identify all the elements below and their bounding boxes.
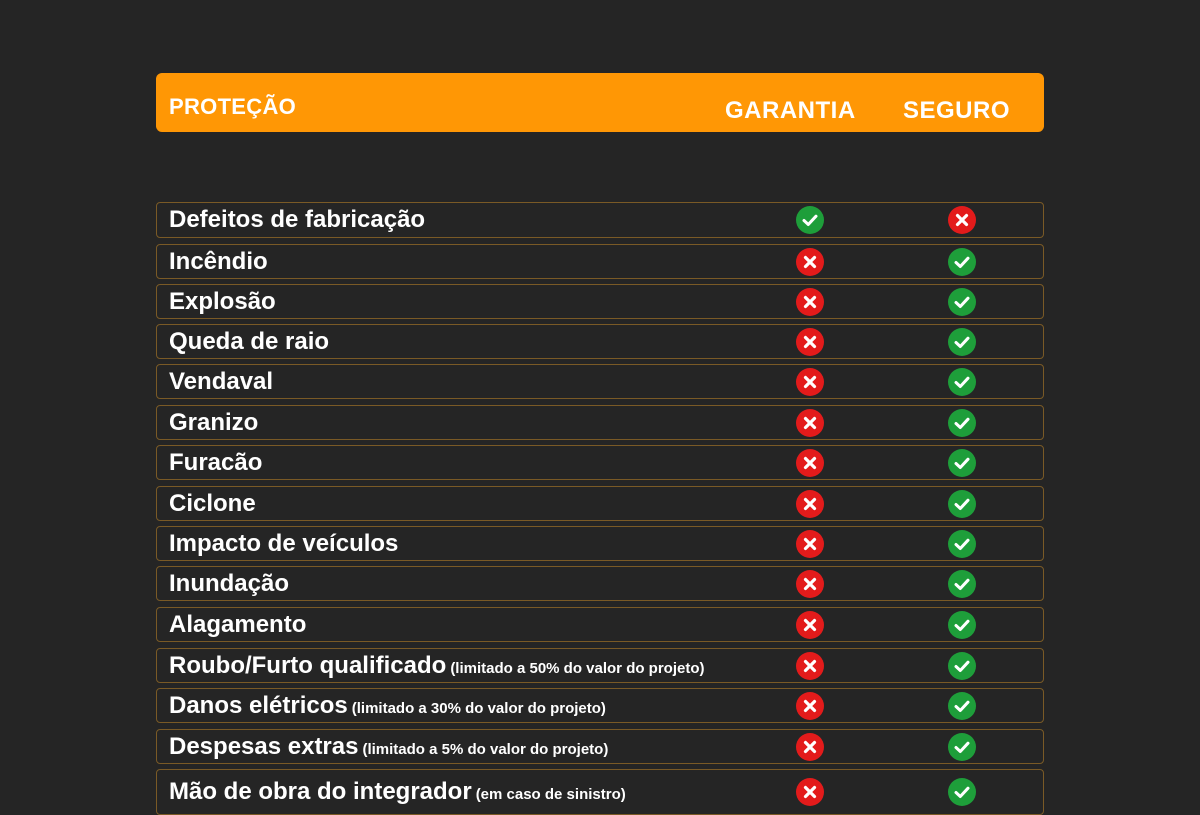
row-label	[169, 409, 258, 437]
row-label	[169, 328, 329, 356]
table-row	[156, 486, 1044, 521]
row-label-text: Mão de obra do integrador	[169, 778, 472, 805]
table-row	[156, 244, 1044, 279]
check-icon	[948, 530, 976, 558]
cross-icon	[796, 652, 824, 680]
row-label	[169, 248, 268, 276]
table-row	[156, 688, 1044, 723]
row-label	[169, 449, 262, 477]
row-label	[169, 778, 626, 806]
row-label-text: Queda de raio	[169, 327, 330, 355]
check-icon	[948, 733, 976, 761]
row-note: (limitado a 50% do valor do projeto)	[450, 659, 705, 677]
comparison-table	[156, 73, 1044, 805]
cross-icon	[796, 611, 824, 639]
table-row	[156, 566, 1044, 601]
check-icon	[948, 328, 976, 356]
row-label	[169, 611, 306, 639]
table-row	[156, 445, 1044, 480]
table-row	[156, 324, 1044, 359]
cross-icon	[796, 733, 824, 761]
row-label-text: Incêndio	[169, 247, 268, 275]
table-header	[156, 73, 1044, 132]
check-icon	[948, 368, 976, 396]
check-icon	[948, 692, 976, 720]
row-label	[169, 368, 273, 396]
row-label-text: Granizo	[169, 408, 259, 436]
cross-icon	[796, 288, 824, 316]
row-label-text: Impacto de veículos	[169, 529, 399, 557]
check-icon	[948, 449, 976, 477]
check-icon	[948, 570, 976, 598]
cross-icon	[796, 248, 824, 276]
row-label-text: Ciclone	[169, 489, 256, 517]
row-label	[169, 206, 425, 234]
cross-icon	[796, 692, 824, 720]
check-icon	[948, 490, 976, 518]
cross-icon	[796, 368, 824, 396]
cross-icon	[796, 530, 824, 558]
row-label-text: Explosão	[169, 287, 276, 315]
row-label	[169, 530, 398, 558]
row-note: (limitado a 30% do valor do projeto)	[351, 699, 606, 717]
table-row	[156, 607, 1044, 642]
check-icon	[948, 288, 976, 316]
check-icon	[948, 652, 976, 680]
check-icon	[796, 206, 824, 234]
row-label-text: Vendaval	[169, 367, 274, 395]
row-note: (em caso de sinistro)	[475, 786, 626, 803]
row-label-text: Alagamento	[169, 610, 307, 638]
table-row	[156, 648, 1044, 683]
cross-icon	[796, 449, 824, 477]
cross-icon	[796, 328, 824, 356]
table-row	[156, 364, 1044, 399]
table-row	[156, 729, 1044, 764]
check-icon	[948, 778, 976, 806]
row-label	[169, 733, 608, 761]
header-garantia: GARANTIA	[725, 97, 856, 124]
cross-icon	[796, 490, 824, 518]
row-label	[169, 570, 289, 598]
row-label	[169, 692, 606, 720]
table-row	[156, 526, 1044, 561]
row-label-text: Roubo/Furto qualificado	[169, 651, 447, 679]
header-seguro: SEGURO	[903, 97, 1011, 124]
row-label	[169, 288, 276, 316]
header-protecao: PROTEÇÃO	[169, 94, 297, 119]
cross-icon	[948, 206, 976, 234]
row-label	[169, 490, 256, 518]
row-label-text: Danos elétricos	[169, 691, 348, 719]
cross-icon	[796, 778, 824, 806]
table-row	[156, 284, 1044, 319]
check-icon	[948, 409, 976, 437]
check-icon	[948, 611, 976, 639]
table-row	[156, 769, 1044, 815]
row-label-text: Defeitos de fabricação	[169, 206, 426, 233]
cross-icon	[796, 570, 824, 598]
row-label	[169, 652, 705, 680]
row-label-text: Despesas extras	[169, 732, 359, 760]
row-label-text: Furacão	[169, 448, 263, 476]
row-note: (limitado a 5% do valor do projeto)	[362, 740, 609, 758]
table-row	[156, 405, 1044, 440]
check-icon	[948, 248, 976, 276]
row-label-text: Inundação	[169, 569, 290, 597]
cross-icon	[796, 409, 824, 437]
table-row	[156, 202, 1044, 238]
